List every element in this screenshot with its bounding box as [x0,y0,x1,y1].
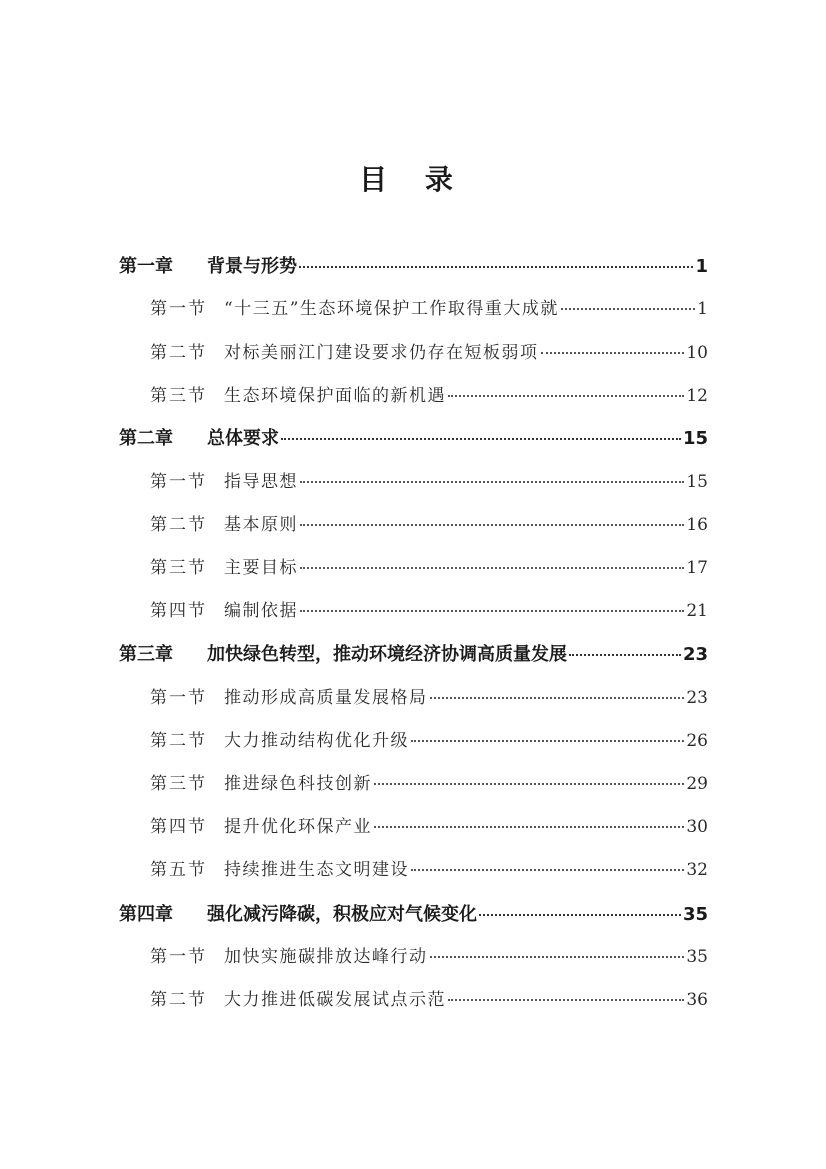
dot-leader [281,438,681,440]
dot-leader [541,352,685,354]
toc-section-entry[interactable] [150,553,708,578]
dot-leader [561,308,695,310]
dot-leader [479,914,681,916]
toc-entry-label: 第一章 [119,256,173,277]
toc-entry-text: 大力推进低碳发展试点示范 [224,990,446,1010]
toc-entry-text: 加快绿色转型，推动环境经济协调高质量发展 [207,644,567,665]
toc-entry-label: 第二节 [150,515,207,535]
toc-entry-label: 第一节 [150,299,207,319]
toc-entry-text: 背景与形势 [207,256,297,277]
toc-entry-label: 第二节 [150,343,207,363]
toc-entry-page: 26 [686,731,708,751]
toc-entry-page: 17 [686,558,708,578]
toc-entry-text: 总体要求 [207,428,279,449]
dot-leader [430,697,685,699]
toc-entry-page: 23 [686,688,708,708]
toc-entry-text: 强化减污降碳，积极应对气候变化 [207,904,477,925]
toc-entry-page: 21 [686,601,708,621]
toc-chapter-entry[interactable] [119,252,708,278]
toc-entry-text: “十三五”生态环境保护工作取得重大成就 [224,299,559,319]
toc-entry-text: 基本原则 [224,515,298,535]
toc-section-entry[interactable] [150,338,708,363]
toc-entry-label: 第二节 [150,731,207,751]
toc-chapter-entry[interactable] [119,900,708,926]
toc-entry-text: 提升优化环保产业 [224,817,372,837]
toc-entry-label: 第一节 [150,947,207,967]
toc-entry-page: 30 [686,817,708,837]
toc-entry-label: 第四章 [119,904,173,925]
toc-section-entry[interactable] [150,294,708,319]
dot-leader [300,567,684,569]
toc-entry-label: 第一节 [150,472,207,492]
toc-entry-label: 第四节 [150,817,207,837]
toc-section-entry[interactable] [150,769,708,794]
toc-section-entry[interactable] [150,596,708,621]
toc-entry-text: 推进绿色科技创新 [224,774,372,794]
toc-section-entry[interactable] [150,683,708,708]
toc-entry-label: 第三节 [150,386,207,406]
toc-entry-page: 15 [686,472,708,492]
toc-entry-page: 10 [686,343,708,363]
dot-leader [300,610,684,612]
toc-title: 目 录 [359,163,467,196]
dot-leader [448,395,684,397]
toc-entry-label: 第三节 [150,774,207,794]
toc-entry-text: 推动形成高质量发展格局 [224,688,428,708]
toc-entry-text: 大力推动结构优化升级 [224,731,409,751]
dot-leader [430,956,685,958]
toc-entry-text: 主要目标 [224,558,298,578]
toc-chapter-entry[interactable] [119,424,708,450]
toc-section-entry[interactable] [150,942,708,967]
dot-leader [374,783,684,785]
toc-entry-text: 生态环境保护面临的新机遇 [224,386,446,406]
toc-entry-page: 35 [682,904,708,925]
toc-entry-label: 第一节 [150,688,207,708]
toc-entry-page: 1 [697,299,708,319]
toc-entry-page: 12 [686,386,708,406]
toc-entry-label: 第二章 [119,428,173,449]
toc-section-entry[interactable] [150,510,708,535]
toc-entry-label: 第五节 [150,860,207,880]
toc-entry-page: 16 [686,515,708,535]
toc-section-entry[interactable] [150,985,708,1010]
toc-entry-page: 29 [686,774,708,794]
toc-entry-text: 对标美丽江门建设要求仍存在短板弱项 [224,343,539,363]
toc-entry-page: 32 [686,860,708,880]
toc-section-entry[interactable] [150,726,708,751]
dot-leader [300,524,684,526]
toc-entry-label: 第二节 [150,990,207,1010]
toc-section-entry[interactable] [150,812,708,837]
toc-section-entry[interactable] [150,467,708,492]
toc-entry-label: 第三章 [119,644,173,665]
dot-leader [569,654,681,656]
dot-leader [411,869,684,871]
toc-entry-text: 持续推进生态文明建设 [224,860,409,880]
toc-chapter-entry[interactable] [119,640,708,666]
toc-entry-page: 1 [695,256,708,277]
toc-entry-label: 第三节 [150,558,207,578]
toc-entry-text: 加快实施碳排放达峰行动 [224,947,428,967]
toc-entry-page: 36 [686,990,708,1010]
dot-leader [374,826,684,828]
toc-entry-page: 35 [686,947,708,967]
toc-section-entry[interactable] [150,855,708,880]
dot-leader [300,481,684,483]
dot-leader [299,266,693,268]
toc-section-entry[interactable] [150,381,708,406]
toc-entry-label: 第四节 [150,601,207,621]
dot-leader [411,740,684,742]
dot-leader [448,999,684,1001]
toc-entry-page: 15 [682,428,708,449]
toc-entry-text: 编制依据 [224,601,298,621]
toc-entry-text: 指导思想 [224,472,298,492]
toc-entry-page: 23 [682,644,708,665]
